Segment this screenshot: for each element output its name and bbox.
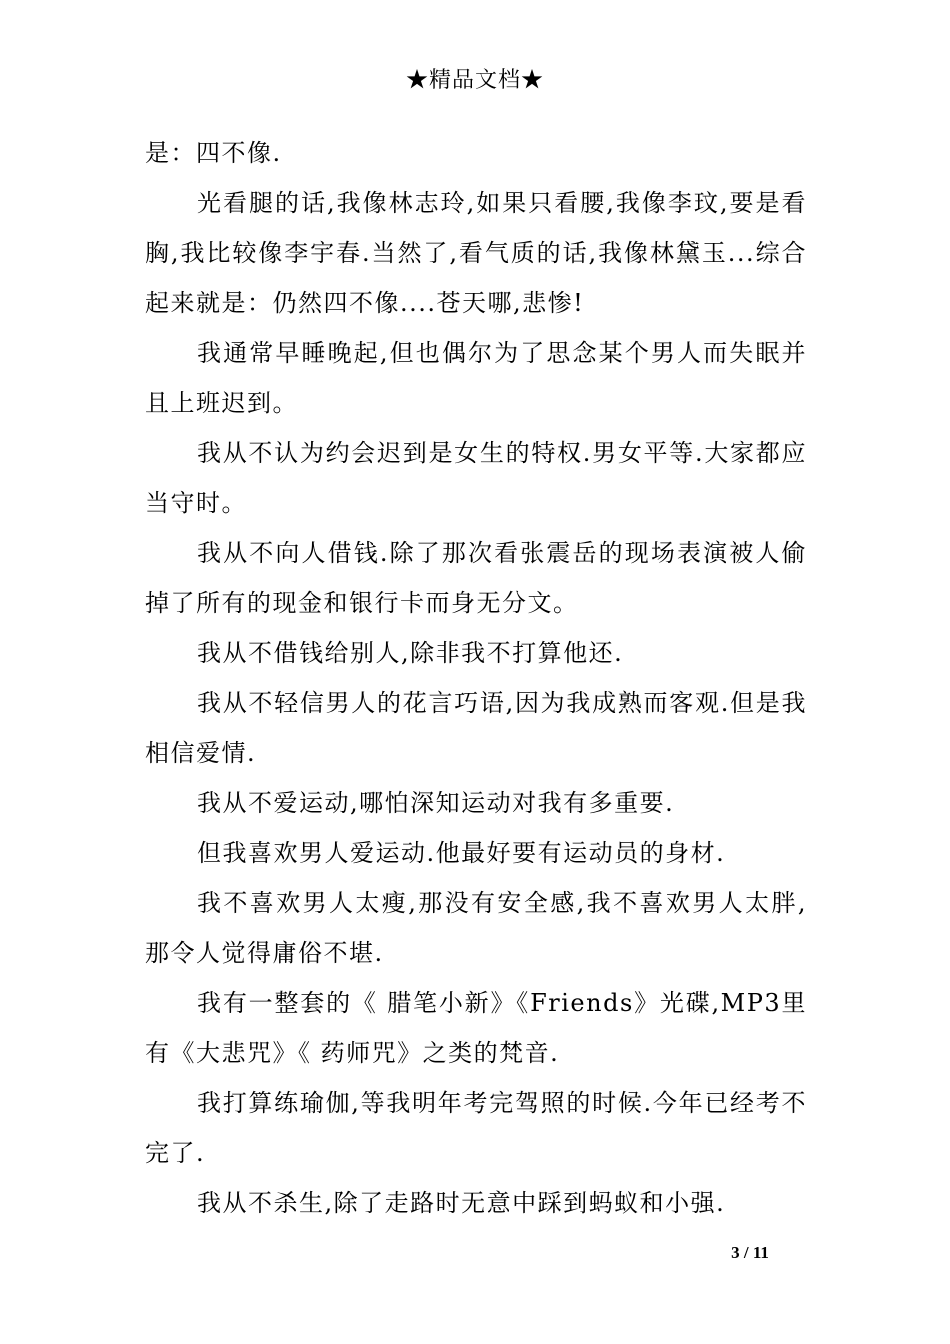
page-header-title: ★精品文档★ <box>405 68 544 93</box>
paragraph: 我从不认为约会迟到是女生的特权.男女平等.大家都应当守时。 <box>145 439 807 517</box>
paragraph: 我从不杀生,除了走路时无意中踩到蚂蚁和小强. <box>197 1189 726 1217</box>
paragraph: 我有一整套的《 腊笔小新》《Friends》光碟,MP3里有《大悲咒》《 药师咒》之类的梵音. <box>145 989 807 1067</box>
page-number: 3 / 11 <box>731 1243 769 1262</box>
paragraph: 我从不爱运动,哪怕深知运动对我有多重要. <box>197 789 675 817</box>
paragraph: 是：四不像. <box>145 139 282 167</box>
paragraph: 但我喜欢男人爱运动.他最好要有运动员的身材. <box>197 839 726 867</box>
paragraph: 我从不向人借钱.除了那次看张震岳的现场表演被人偷掉了所有的现金和银行卡而身无分文。 <box>145 539 807 617</box>
paragraph: 光看腿的话,我像林志玲,如果只看腰,我像李玟,要是看胸,我比较像李宇春.当然了,看气质的话,我像林黛玉...综合起来就是：仍然四不像....苍天哪,悲惨! <box>145 189 807 317</box>
paragraph: 我从不轻信男人的花言巧语,因为我成熟而客观.但是我相信爱情. <box>145 689 807 767</box>
paragraph: 我打算练瑜伽,等我明年考完驾照的时候.今年已经考不完了. <box>145 1089 807 1167</box>
paragraph: 我不喜欢男人太瘦,那没有安全感,我不喜欢男人太胖,那令人觉得庸俗不堪. <box>145 889 807 967</box>
document-body <box>145 128 807 1228</box>
paragraph: 我通常早睡晚起,但也偶尔为了思念某个男人而失眠并且上班迟到。 <box>145 339 807 417</box>
paragraph: 我从不借钱给别人,除非我不打算他还. <box>197 639 624 667</box>
